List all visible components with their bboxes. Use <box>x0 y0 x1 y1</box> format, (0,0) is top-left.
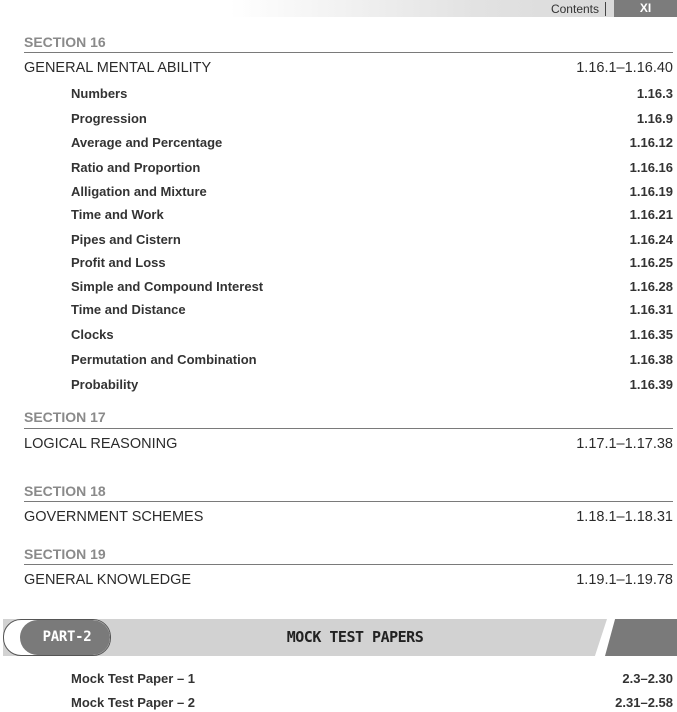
topic-page: 1.16.25 <box>629 255 673 270</box>
topic-page: 1.16.12 <box>629 135 673 150</box>
mock-test-pages: 2.31–2.58 <box>615 695 673 710</box>
topic-name: Permutation and Combination <box>71 352 257 367</box>
mock-test-row[interactable] <box>71 695 673 710</box>
part-title: MOCK TEST PAPERS <box>286 628 424 646</box>
chapter-row-logical-reasoning[interactable] <box>24 436 673 452</box>
chapter-pages: 1.16.1–1.16.40 <box>576 60 673 76</box>
topic-name: Simple and Compound Interest <box>71 279 264 294</box>
section-heading-19: SECTION 19 <box>24 546 106 562</box>
topic-name: Numbers <box>71 86 128 101</box>
topic-row[interactable] <box>71 111 673 126</box>
topic-row[interactable] <box>71 86 673 101</box>
running-header <box>230 0 677 17</box>
section-divider <box>24 564 673 565</box>
chapter-title: GENERAL MENTAL ABILITY <box>24 60 212 76</box>
chapter-title: GENERAL KNOWLEDGE <box>24 572 192 588</box>
topic-row[interactable] <box>71 352 673 367</box>
topic-page: 1.16.16 <box>629 160 673 175</box>
page-number: XI <box>614 0 677 17</box>
chapter-pages: 1.17.1–1.17.38 <box>576 436 673 452</box>
running-header-label: Contents <box>551 2 606 16</box>
chapter-title: GOVERNMENT SCHEMES <box>24 509 204 525</box>
chapter-row-government-schemes[interactable] <box>24 509 673 525</box>
chapter-row-general-knowledge[interactable] <box>24 572 673 588</box>
topic-name: Average and Percentage <box>71 135 223 150</box>
topic-name: Clocks <box>71 327 114 342</box>
topic-row[interactable] <box>71 207 673 222</box>
topic-page: 1.16.31 <box>629 302 673 317</box>
section-divider <box>24 52 673 53</box>
section-heading-18: SECTION 18 <box>24 483 106 499</box>
topic-row[interactable] <box>71 160 673 175</box>
topic-name: Profit and Loss <box>71 255 166 270</box>
section-heading-17: SECTION 17 <box>24 409 106 425</box>
topic-page: 1.16.21 <box>629 207 673 222</box>
topic-row[interactable] <box>71 135 673 150</box>
topic-page: 1.16.3 <box>636 86 673 101</box>
mock-test-name: Mock Test Paper – 1 <box>71 671 196 686</box>
topic-name: Ratio and Proportion <box>71 160 201 175</box>
chapter-pages: 1.18.1–1.18.31 <box>576 509 673 525</box>
topic-page: 1.16.38 <box>629 352 673 367</box>
topic-row[interactable] <box>71 255 673 270</box>
topic-page: 1.16.35 <box>629 327 673 342</box>
topic-row[interactable] <box>71 302 673 317</box>
chapter-title: LOGICAL REASONING <box>24 436 178 452</box>
topic-name: Progression <box>71 111 147 126</box>
part-label: PART-2 <box>42 629 92 645</box>
mock-test-row[interactable] <box>71 671 673 686</box>
topic-page: 1.16.19 <box>629 184 673 199</box>
topic-page: 1.16.39 <box>629 377 673 392</box>
mock-test-name: Mock Test Paper – 2 <box>71 695 196 710</box>
topic-name: Probability <box>71 377 139 392</box>
topic-page: 1.16.24 <box>629 232 673 247</box>
topic-row[interactable] <box>71 184 673 199</box>
topic-page: 1.16.28 <box>629 279 673 294</box>
topic-name: Alligation and Mixture <box>71 184 207 199</box>
section-divider <box>24 428 673 429</box>
topic-name: Pipes and Cistern <box>71 232 181 247</box>
chapter-row-general-mental-ability[interactable] <box>24 60 673 76</box>
chapter-pages: 1.19.1–1.19.78 <box>576 572 673 588</box>
part-banner-tail <box>605 619 677 656</box>
mock-test-pages: 2.3–2.30 <box>622 671 673 686</box>
section-heading-16: SECTION 16 <box>24 34 106 50</box>
section-divider <box>24 501 673 502</box>
topic-name: Time and Distance <box>71 302 186 317</box>
topic-row[interactable] <box>71 232 673 247</box>
topic-row[interactable] <box>71 377 673 392</box>
topic-row[interactable] <box>71 327 673 342</box>
topic-row[interactable] <box>71 279 673 294</box>
topic-name: Time and Work <box>71 207 164 222</box>
topic-page: 1.16.9 <box>636 111 673 126</box>
